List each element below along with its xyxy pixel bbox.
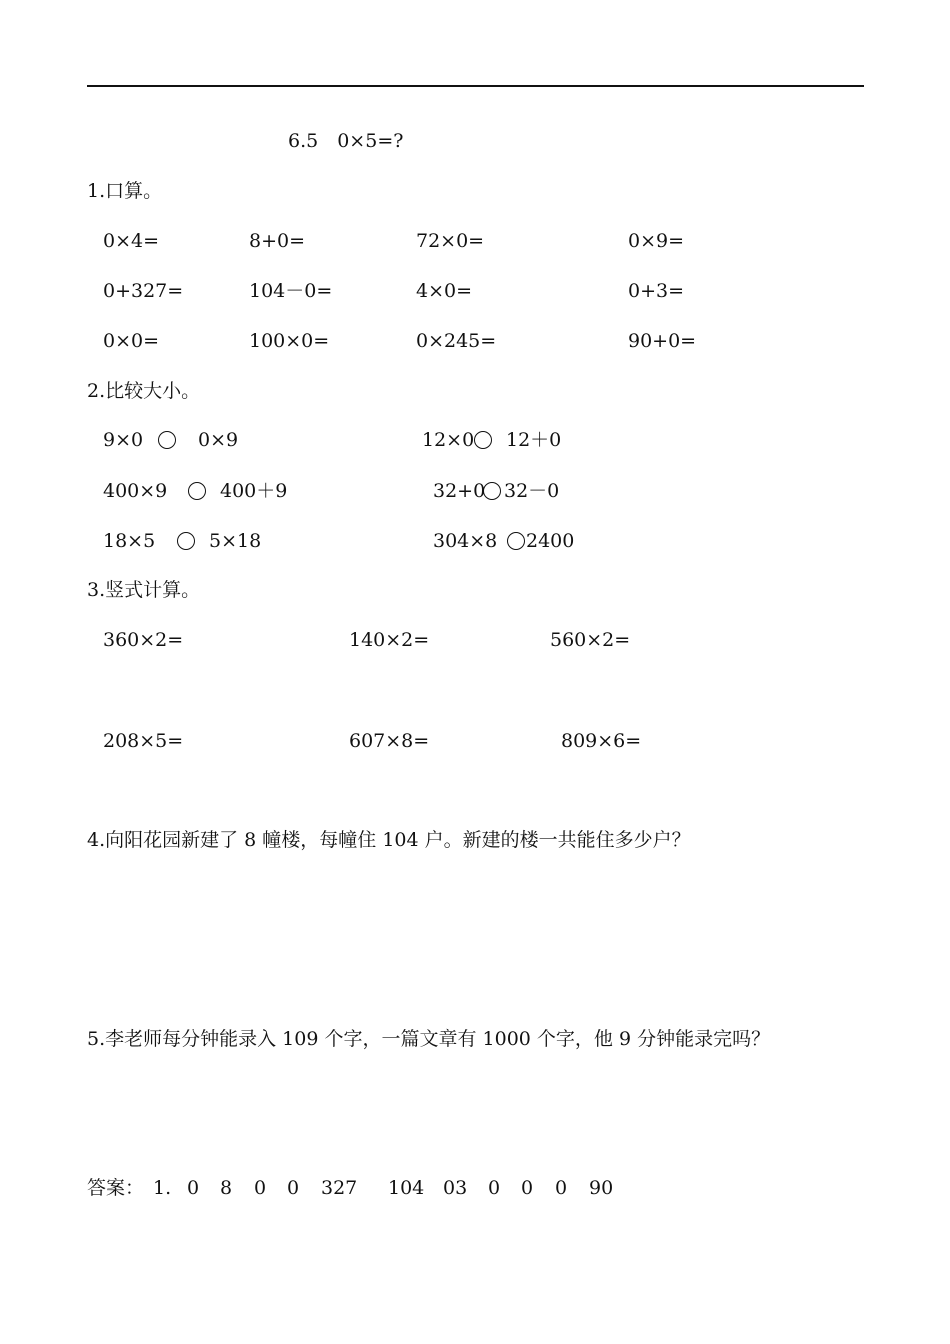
- section-2-heading: 2.比较大小。: [87, 380, 201, 402]
- oral-calc-item: 0×9=: [628, 230, 685, 252]
- compare-left-expr: 32+0: [433, 480, 486, 502]
- answer-value: 0: [521, 1177, 534, 1199]
- oral-calc-item: 8+0=: [249, 230, 306, 252]
- compare-left-expr: 304×8: [433, 530, 498, 552]
- compare-right-expr: 32－0: [504, 480, 560, 502]
- vertical-calc-item: 560×2=: [550, 629, 631, 651]
- compare-right-expr: 2400: [526, 530, 575, 552]
- oral-calc-item: 0×4=: [103, 230, 160, 252]
- answer-value: 104: [388, 1177, 425, 1199]
- oral-calc-item: 104－0=: [249, 280, 333, 302]
- answer-value: 0: [287, 1177, 300, 1199]
- vertical-calc-item: 208×5=: [103, 730, 184, 752]
- question-4: 4.向阳花园新建了 8 幢楼，每幢住 104 户。新建的楼一共能住多少户？: [87, 829, 691, 851]
- oral-calc-item: 0+3=: [628, 280, 685, 302]
- compare-left-expr: 18×5: [103, 530, 156, 552]
- oral-calc-item: 72×0=: [416, 230, 485, 252]
- vertical-calc-item: 140×2=: [349, 629, 430, 651]
- section-1-heading: 1.口算。: [87, 180, 163, 202]
- oral-calc-item: 0×245=: [416, 330, 497, 352]
- compare-right-expr: 12＋0: [506, 429, 562, 451]
- compare-blank-circle[interactable]: [158, 431, 176, 449]
- answer-value: 1.: [153, 1177, 172, 1199]
- section-3-heading: 3.竖式计算。: [87, 579, 201, 601]
- oral-calc-item: 90+0=: [628, 330, 697, 352]
- compare-right-expr: 5×18: [209, 530, 262, 552]
- oral-calc-item: 0+327=: [103, 280, 184, 302]
- compare-left-expr: 400×9: [103, 480, 168, 502]
- question-5: 5.李老师每分钟能录入 109 个字，一篇文章有 1000 个字，他 9 分钟能录完吗？: [87, 1028, 771, 1050]
- compare-left-expr: 9×0: [103, 429, 144, 451]
- answer-value: 0: [254, 1177, 267, 1199]
- answer-value: 0: [187, 1177, 200, 1199]
- oral-calc-item: 100×0=: [249, 330, 330, 352]
- answer-value: 90: [589, 1177, 614, 1199]
- compare-left-expr: 12×0: [422, 429, 475, 451]
- answer-value: 03: [443, 1177, 468, 1199]
- vertical-calc-item: 607×8=: [349, 730, 430, 752]
- answer-value: 0: [488, 1177, 501, 1199]
- compare-right-expr: 0×9: [198, 429, 239, 451]
- answer-value: 0: [555, 1177, 568, 1199]
- vertical-calc-item: 809×6=: [561, 730, 642, 752]
- answer-value: 8: [220, 1177, 233, 1199]
- compare-blank-circle[interactable]: [177, 532, 195, 550]
- compare-blank-circle[interactable]: [474, 431, 492, 449]
- compare-right-expr: 400＋9: [220, 480, 288, 502]
- oral-calc-item: 0×0=: [103, 330, 160, 352]
- header-rule: [87, 85, 864, 87]
- compare-blank-circle[interactable]: [507, 532, 525, 550]
- page-title: 6.5 0×5=?: [288, 130, 404, 152]
- answer-value: 327: [321, 1177, 358, 1199]
- vertical-calc-item: 360×2=: [103, 629, 184, 651]
- oral-calc-item: 4×0=: [416, 280, 473, 302]
- answers-label: 答案：: [87, 1177, 145, 1199]
- compare-blank-circle[interactable]: [188, 482, 206, 500]
- compare-blank-circle[interactable]: [483, 482, 501, 500]
